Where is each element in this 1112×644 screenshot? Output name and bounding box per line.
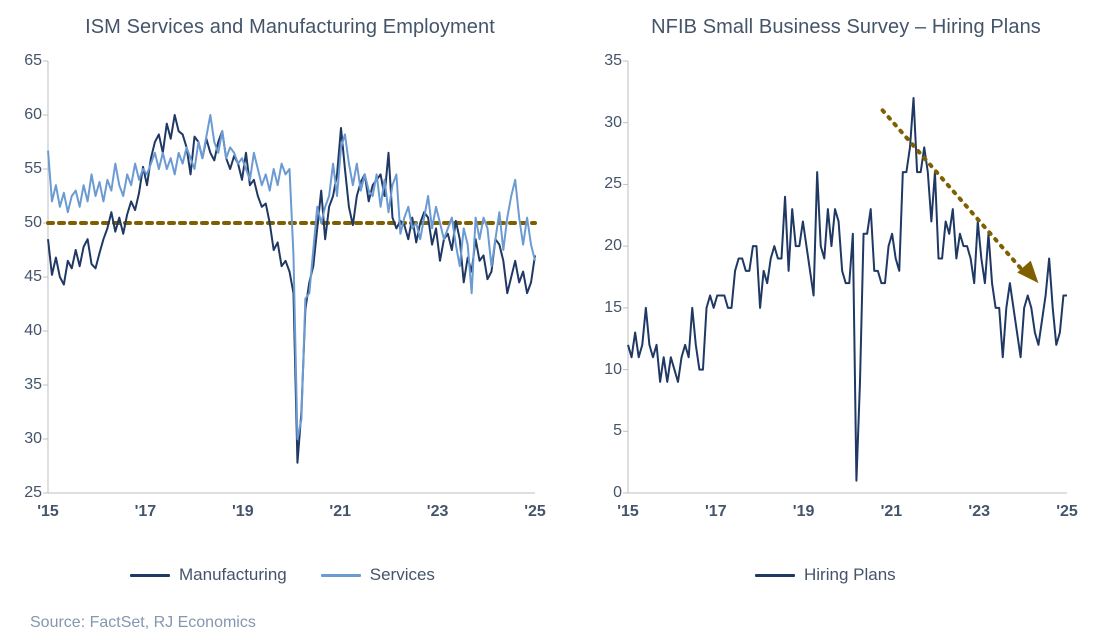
plot-area-ism — [0, 39, 580, 539]
x-tick-label: '21 — [329, 503, 351, 520]
x-tick-label: '25 — [1056, 503, 1078, 520]
x-tick-label: '15 — [37, 503, 59, 520]
chart-title-ism: ISM Services and Manufacturing Employment — [85, 16, 495, 38]
y-tick-label: 35 — [604, 52, 622, 69]
x-tick-label: '21 — [880, 503, 903, 520]
legend-item-manufacturing[interactable] — [130, 565, 287, 585]
x-tick-label: '19 — [231, 503, 254, 520]
y-tick-label: 40 — [24, 322, 42, 339]
legend-label: Services — [369, 565, 435, 584]
y-tick-label: 65 — [24, 52, 42, 69]
y-tick-label: 30 — [604, 113, 622, 131]
chart-svg-ism — [0, 39, 580, 539]
y-tick-label: 15 — [604, 298, 622, 316]
y-tick-label: 20 — [604, 237, 622, 255]
y-tick-label: 0 — [613, 484, 622, 501]
x-tick-label: '17 — [134, 503, 157, 520]
x-tick-label: '19 — [792, 503, 815, 520]
legend-label: Hiring Plans — [804, 565, 896, 584]
y-tick-label: 5 — [613, 422, 622, 440]
axis-lines — [628, 61, 1067, 493]
legend-nfib — [755, 565, 896, 585]
legend-ism — [130, 565, 435, 585]
plot-area-nfib — [580, 39, 1112, 539]
legend-label: Manufacturing — [179, 565, 287, 584]
x-tick-label: '17 — [704, 503, 727, 520]
y-tick-label: 45 — [24, 268, 42, 285]
y-tick-label: 25 — [604, 175, 622, 193]
series-line-manufacturing — [48, 115, 535, 463]
legend-item-hiring-plans[interactable] — [755, 565, 896, 585]
source-note: Source: FactSet, RJ Economics — [30, 614, 256, 631]
y-tick-label: 35 — [24, 376, 42, 393]
y-tick-label: 30 — [24, 430, 42, 447]
x-tick-label: '15 — [617, 503, 639, 520]
x-tick-label: '25 — [524, 503, 546, 520]
trend-arrow-head — [1017, 261, 1038, 283]
legend-swatch-icon — [755, 574, 795, 577]
y-axis-labels-ism — [0, 39, 48, 539]
y-axis-labels-nfib — [580, 39, 628, 539]
x-tick-label: '23 — [968, 503, 990, 520]
chart-panel-nfib — [580, 0, 1112, 600]
legend-swatch-icon — [321, 574, 361, 577]
y-tick-label: 10 — [604, 360, 622, 378]
legend-swatch-icon — [130, 574, 170, 577]
legend-item-services[interactable] — [321, 565, 435, 585]
x-tick-label: '23 — [426, 503, 449, 520]
chart-panel-ism — [0, 0, 580, 600]
y-tick-label: 25 — [24, 484, 42, 501]
chart-title-nfib: NFIB Small Business Survey – Hiring Plans — [651, 16, 1041, 38]
y-tick-label: 55 — [24, 160, 42, 177]
series-line-hiring-plans — [628, 98, 1067, 481]
chart-svg-nfib — [580, 39, 1112, 539]
y-tick-label: 60 — [24, 106, 42, 123]
y-tick-label: 50 — [24, 214, 42, 231]
